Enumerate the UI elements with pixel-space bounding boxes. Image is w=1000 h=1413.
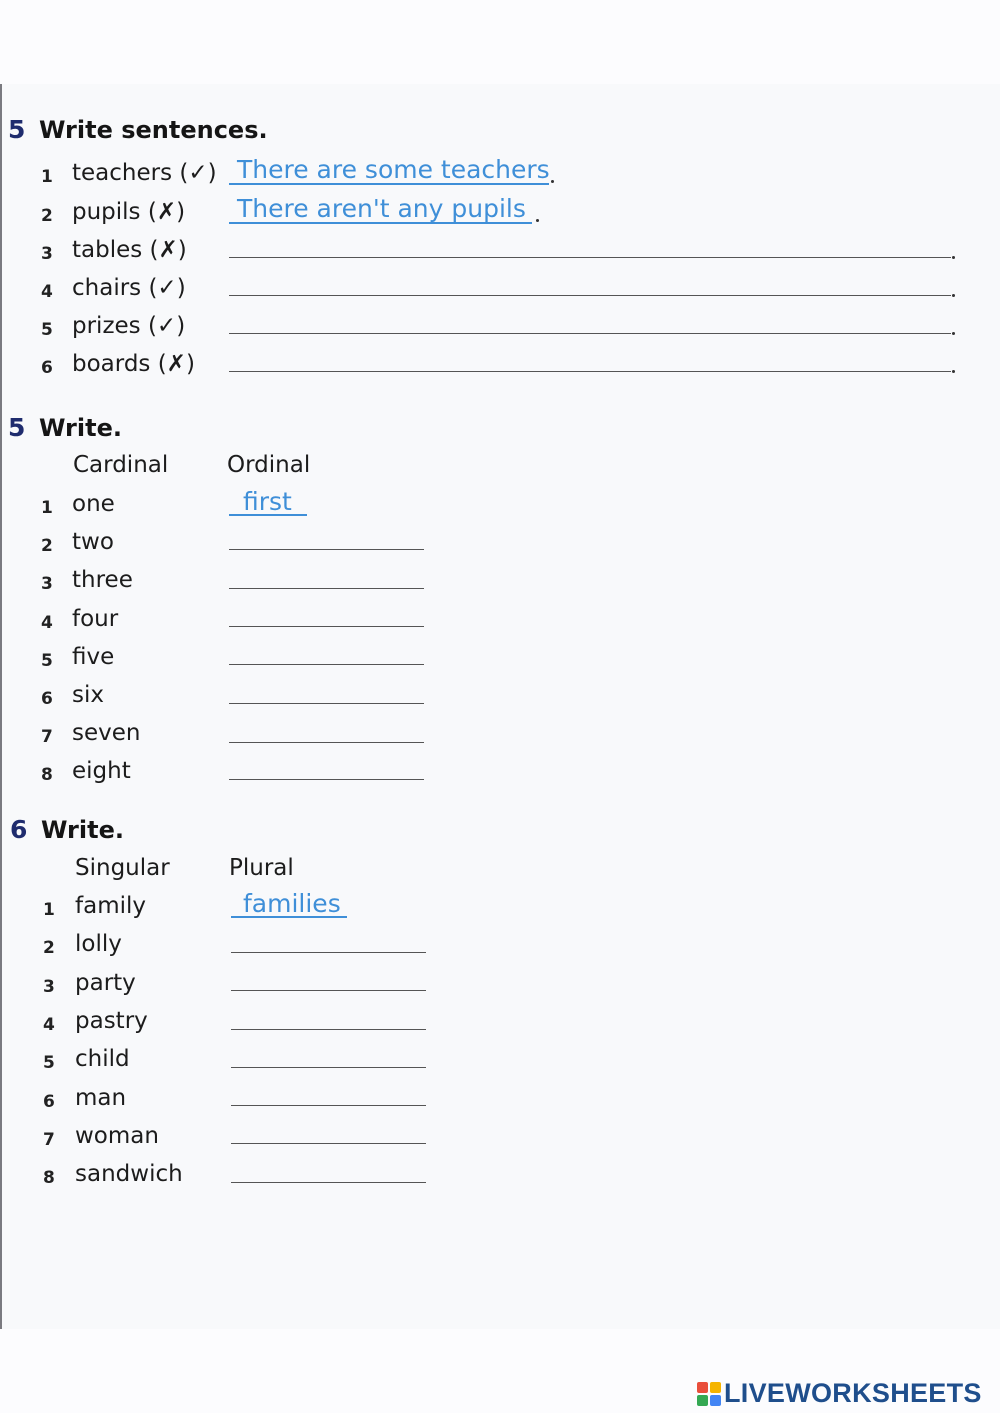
- item-word: man: [75, 1085, 127, 1111]
- answer-field[interactable]: There aren't any pupils: [237, 194, 526, 223]
- section-title: Write.: [41, 816, 124, 844]
- item-number: 3: [41, 574, 53, 594]
- item-number: 1: [41, 498, 53, 518]
- answer-underline: [231, 916, 347, 918]
- section-number: 5: [8, 115, 26, 144]
- answer-line[interactable]: [229, 703, 424, 704]
- item-word: boards (✗): [72, 351, 195, 377]
- answer-line[interactable]: [229, 333, 951, 334]
- item-number: 2: [41, 536, 53, 556]
- item-word: party: [75, 970, 136, 996]
- liveworksheets-logo: [697, 1378, 982, 1409]
- answer-line[interactable]: [231, 1067, 426, 1068]
- item-number: 5: [43, 1053, 55, 1073]
- item-word: prizes (✓): [72, 313, 186, 339]
- item-word: teachers (✓): [72, 160, 217, 186]
- answer-line[interactable]: [231, 990, 426, 991]
- answer-field[interactable]: families: [243, 889, 341, 918]
- answer-underline: [229, 183, 549, 185]
- item-number: 3: [41, 244, 53, 264]
- item-word: eight: [72, 758, 131, 784]
- item-number: 6: [43, 1092, 55, 1112]
- item-word: sandwich: [75, 1161, 183, 1187]
- item-word: five: [72, 644, 115, 670]
- full-stop: [536, 219, 539, 222]
- answer-line[interactable]: [229, 626, 424, 627]
- answer-line[interactable]: [229, 257, 951, 258]
- answer-line[interactable]: [231, 1105, 426, 1106]
- answer-line[interactable]: [229, 549, 424, 550]
- item-word: chairs (✓): [72, 275, 186, 301]
- item-number: 1: [41, 167, 53, 187]
- answer-line[interactable]: [229, 588, 424, 589]
- item-number: 5: [41, 651, 53, 671]
- answer-underline: [229, 514, 307, 516]
- answer-field[interactable]: There are some teachers: [237, 155, 550, 184]
- answer-line[interactable]: [231, 1029, 426, 1030]
- section-title: Write sentences.: [39, 116, 268, 144]
- answer-line[interactable]: [229, 779, 424, 780]
- item-number: 5: [41, 320, 53, 340]
- section-number: 5: [8, 413, 26, 442]
- answer-field[interactable]: first: [243, 487, 292, 516]
- answer-underline: [229, 222, 532, 224]
- answer-line[interactable]: [229, 742, 424, 743]
- item-number: 2: [41, 206, 53, 226]
- column-header-ordinal: Ordinal: [227, 452, 311, 478]
- item-word: four: [72, 606, 119, 632]
- item-number: 4: [43, 1015, 55, 1035]
- item-word: pastry: [75, 1008, 148, 1034]
- section-title: Write.: [39, 414, 122, 442]
- item-word: tables (✗): [72, 237, 187, 263]
- item-number: 3: [43, 977, 55, 997]
- item-number: 2: [43, 938, 55, 958]
- item-number: 4: [41, 282, 53, 302]
- full-stop: [952, 256, 955, 259]
- item-number: 1: [43, 900, 55, 920]
- item-word: two: [72, 529, 114, 555]
- item-number: 4: [41, 613, 53, 633]
- column-header-cardinal: Cardinal: [73, 452, 169, 478]
- answer-line[interactable]: [231, 1182, 426, 1183]
- answer-line[interactable]: [231, 1143, 426, 1144]
- item-word: one: [72, 491, 115, 517]
- item-word: family: [75, 893, 146, 919]
- item-word: pupils (✗): [72, 199, 186, 225]
- item-word: three: [72, 567, 133, 593]
- item-number: 7: [43, 1130, 55, 1150]
- full-stop: [952, 332, 955, 335]
- answer-line[interactable]: [229, 371, 951, 372]
- item-number: 8: [43, 1168, 55, 1188]
- item-word: woman: [75, 1123, 159, 1149]
- column-header-singular: Singular: [75, 855, 170, 881]
- logo-mark-icon: [697, 1382, 721, 1406]
- answer-line[interactable]: [229, 295, 951, 296]
- item-number: 6: [41, 689, 53, 709]
- full-stop: [551, 180, 554, 183]
- full-stop: [952, 370, 955, 373]
- item-number: 6: [41, 358, 53, 378]
- item-word: seven: [72, 720, 141, 746]
- item-word: child: [75, 1046, 130, 1072]
- section-number: 6: [10, 815, 28, 844]
- item-number: 7: [41, 727, 53, 747]
- item-number: 8: [41, 765, 53, 785]
- answer-line[interactable]: [231, 952, 426, 953]
- item-word: six: [72, 682, 104, 708]
- item-word: lolly: [75, 931, 122, 957]
- column-header-plural: Plural: [229, 855, 294, 881]
- logo-text: LIVEWORKSHEETS: [724, 1378, 982, 1408]
- full-stop: [952, 294, 955, 297]
- answer-line[interactable]: [229, 664, 424, 665]
